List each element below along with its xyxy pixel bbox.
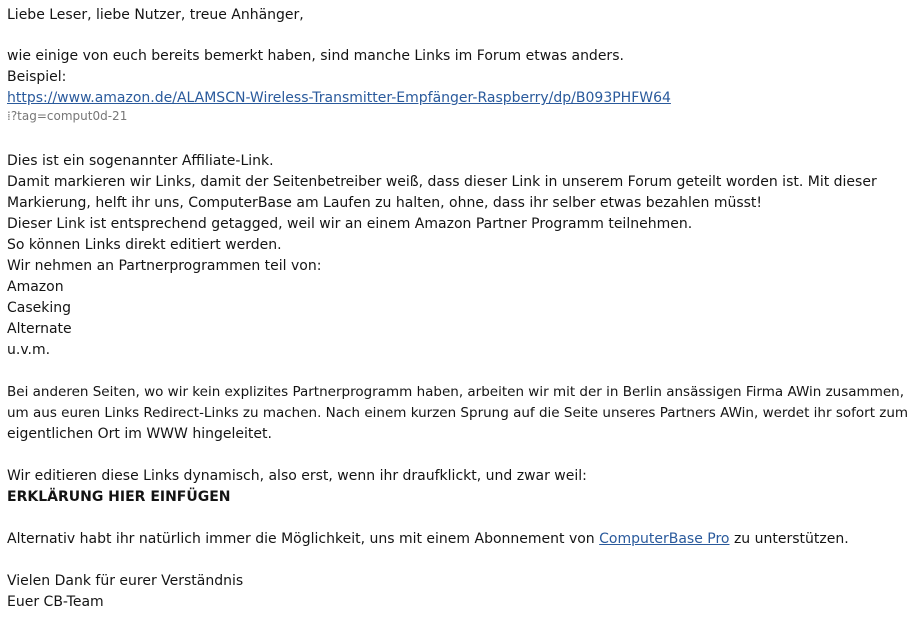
example-link-line bbox=[7, 88, 671, 109]
closing-text: Vielen Dank für eurer Verständnis bbox=[7, 573, 244, 589]
alternative-text-end: zu unterstützen. bbox=[729, 531, 849, 547]
example-affiliate-link[interactable]: https://www.amazon.de/ALAMSCN-Wireless-Transmitter-Empfänger-Raspberry/dp/B093PHFW64 bbox=[7, 90, 671, 106]
greeting: Liebe Leser, liebe Nutzer, treue Anhänger, bbox=[7, 7, 304, 23]
example-label: Beispiel: bbox=[7, 69, 67, 85]
paragraph-2-line: um aus euren Links Redirect-Links zu machen. Nach einem kurzen Sprung auf die Seite unseres Partners AWin, werdet ihr sofort zum bbox=[7, 405, 909, 421]
paragraph-1-line: Markierung, helft ihr uns, ComputerBase am Laufen zu halten, ohne, dass ihr selber etwas bezahlen müsst! bbox=[7, 195, 763, 211]
paragraph-1-line: So können Links direkt editiert werden. bbox=[7, 237, 282, 253]
intro-text: wie einige von euch bereits bemerkt haben, sind manche Links im Forum etwas anders. bbox=[7, 48, 624, 64]
partner-list-item: Alternate bbox=[7, 321, 72, 337]
explanation-placeholder: ERKLÄRUNG HIER EINFÜGEN bbox=[7, 489, 231, 505]
partner-list-item: Caseking bbox=[7, 300, 72, 316]
paragraph-1-line: Damit markieren wir Links, damit der Seitenbetreiber weiß, dass dieser Link in unserem Forum geteilt worden ist. Mit dieser bbox=[7, 174, 877, 190]
alternative-text: Alternativ habt ihr natürlich immer die Möglichkeit, uns mit einem Abonnement von bbox=[7, 531, 600, 547]
signature: Euer CB-Team bbox=[7, 594, 104, 610]
paragraph-2-line: eigentlichen Ort im WWW hingeleitet. bbox=[7, 426, 272, 442]
paragraph-2-line: Bei anderen Seiten, wo wir kein explizites Partnerprogramm haben, arbeiten wir mit der in Berlin ansässigen Firma AWin zusammen, bbox=[7, 384, 904, 400]
example-tag-suffix: ⁞?tag=comput0d-21 bbox=[7, 109, 128, 123]
partner-list-item: u.v.m. bbox=[7, 342, 51, 358]
paragraph-1-line: Dieser Link ist entsprechend getagged, weil wir an einem Amazon Partner Programm teilnehmen. bbox=[7, 216, 693, 232]
partner-list-item: Amazon bbox=[7, 279, 64, 295]
paragraph-1-line: Dies ist ein sogenannter Affiliate-Link. bbox=[7, 153, 274, 169]
computerbase-pro-link[interactable]: ComputerBase Pro bbox=[599, 531, 730, 547]
paragraph-1-line: Wir nehmen an Partnerprogrammen teil von: bbox=[7, 258, 322, 274]
alternative-text-line bbox=[7, 529, 849, 550]
paragraph-3-text: Wir editieren diese Links dynamisch, also erst, wenn ihr draufklickt, und zwar weil: bbox=[7, 468, 587, 484]
